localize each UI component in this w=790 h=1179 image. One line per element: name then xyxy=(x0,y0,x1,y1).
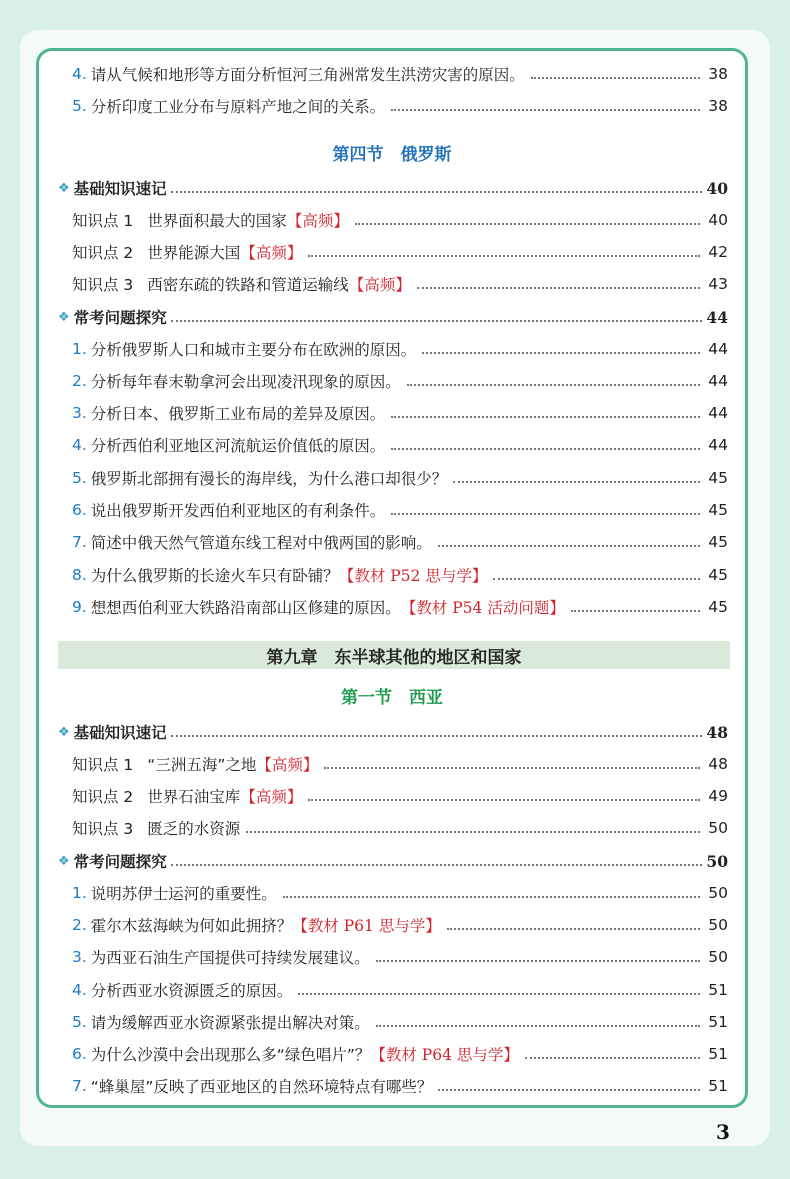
toc-entry[interactable] xyxy=(72,563,728,587)
entry-text: 西密东疏的铁路和管道运输线 xyxy=(147,276,349,294)
entry-text: 分析每年春末勒拿河会出现凌汛现象的原因。 xyxy=(90,373,401,391)
entry-number: 7. xyxy=(72,533,87,551)
knowledge-number: 知识点 1 xyxy=(72,756,134,774)
toc-entry[interactable] xyxy=(72,208,728,232)
entry-text: 俄罗斯北部拥有漫长的海岸线，为什么港口却很少？ xyxy=(90,470,448,488)
dot-leader xyxy=(422,352,700,354)
entry-text: 说出俄罗斯开发西伯利亚地区的有利条件。 xyxy=(90,502,386,520)
chapter-title: 第九章 东半球其他的地区和国家 xyxy=(266,647,522,668)
dot-leader xyxy=(438,1089,700,1091)
entry-page: 38 xyxy=(708,65,728,83)
entry-text: 为什么沙漠中会出现那么多“绿色唱片”？ xyxy=(90,1046,371,1064)
entry-text: 世界面积最大的国家 xyxy=(147,212,287,230)
entry-text: 说明苏伊士运河的重要性。 xyxy=(90,885,277,903)
dot-leader xyxy=(355,223,700,225)
entry-text: “蜂巢屋”反映了西亚地区的自然环境特点有哪些？ xyxy=(90,1078,433,1096)
entry-number: 2. xyxy=(72,916,87,934)
dot-leader xyxy=(391,513,700,515)
toc-heading-basic[interactable] xyxy=(58,176,728,200)
entry-text: 为西亚石油生产国提供可持续发展建议。 xyxy=(90,949,370,967)
entry-page: 45 xyxy=(708,566,728,584)
toc-entry[interactable] xyxy=(72,913,728,937)
dot-leader xyxy=(171,735,703,737)
entry-tag: 【教材 P61 思与学】 xyxy=(292,917,441,935)
entry-page: 50 xyxy=(708,948,728,966)
toc-entry[interactable] xyxy=(72,595,728,619)
entry-page: 51 xyxy=(708,981,728,999)
dot-leader xyxy=(376,960,700,962)
entry-page: 45 xyxy=(708,469,728,487)
entry-number: 8. xyxy=(72,566,87,584)
diamond-icon: ❖ xyxy=(58,853,70,869)
dot-leader xyxy=(447,928,700,930)
entry-page: 50 xyxy=(708,884,728,902)
toc-entry[interactable] xyxy=(72,1074,728,1098)
dot-leader xyxy=(171,864,703,866)
entry-number: 4. xyxy=(72,981,87,999)
entry-page: 49 xyxy=(708,787,728,805)
entry-number: 5. xyxy=(72,1013,87,1031)
entry-text: 分析日本、俄罗斯工业布局的差异及原因。 xyxy=(90,405,386,423)
dot-leader xyxy=(391,109,700,111)
knowledge-number: 知识点 2 xyxy=(72,244,134,262)
heading-label: 常考问题探究 xyxy=(73,853,167,871)
entry-page: 43 xyxy=(708,275,728,293)
toc-entry[interactable] xyxy=(72,784,728,808)
entry-tag: 【高频】 xyxy=(348,276,411,294)
entry-page: 44 xyxy=(708,340,728,358)
entry-page: 51 xyxy=(708,1077,728,1095)
entry-page: 51 xyxy=(708,1013,728,1031)
entry-text: 分析西亚水资源匮乏的原因。 xyxy=(90,982,293,1000)
entry-tag: 【教材 P54 活动问题】 xyxy=(400,599,565,617)
entry-number: 1. xyxy=(72,340,87,358)
entry-page: 38 xyxy=(708,97,728,115)
heading-page: 48 xyxy=(706,722,728,742)
entry-page: 44 xyxy=(708,436,728,454)
entry-page: 50 xyxy=(708,819,728,837)
entry-number: 6. xyxy=(72,501,87,519)
toc-entry[interactable] xyxy=(72,1042,728,1066)
entry-page: 50 xyxy=(708,916,728,934)
toc-entry[interactable] xyxy=(72,369,728,393)
entry-number: 4. xyxy=(72,436,87,454)
diamond-icon: ❖ xyxy=(58,180,70,196)
entry-text: 简述中俄天然气管道东线工程对中俄两国的影响。 xyxy=(90,534,432,552)
dot-leader xyxy=(298,993,700,995)
entry-number: 1. xyxy=(72,884,87,902)
toc-entry[interactable] xyxy=(72,62,728,86)
toc-entry[interactable] xyxy=(72,881,728,905)
chapter-title-bar[interactable] xyxy=(58,641,730,669)
dot-leader xyxy=(324,767,700,769)
dot-leader xyxy=(283,896,700,898)
entry-page: 48 xyxy=(708,755,728,773)
entry-page: 42 xyxy=(708,243,728,261)
entry-page: 40 xyxy=(708,211,728,229)
toc-entry[interactable] xyxy=(72,466,728,490)
entry-tag: 【高频】 xyxy=(240,244,303,262)
heading-label: 基础知识速记 xyxy=(73,724,167,742)
section-title: 第一节 西亚 xyxy=(341,688,443,708)
entry-text: 为什么俄罗斯的长途火车只有卧铺？ xyxy=(90,567,339,585)
dot-leader xyxy=(417,287,700,289)
dot-leader xyxy=(308,255,700,257)
section-title: 第四节 俄罗斯 xyxy=(332,145,452,165)
entry-text: 霍尔木兹海峡为何如此拥挤？ xyxy=(90,917,293,935)
entry-tag: 【高频】 xyxy=(240,788,303,806)
toc-heading-basic[interactable] xyxy=(58,720,728,744)
toc-entry[interactable] xyxy=(72,240,728,264)
entry-tag: 【高频】 xyxy=(286,212,349,230)
entry-page: 44 xyxy=(708,372,728,390)
entry-tag: 【教材 P52 思与学】 xyxy=(338,567,488,585)
toc-entry[interactable] xyxy=(72,433,728,457)
dot-leader xyxy=(246,831,700,833)
dot-leader xyxy=(171,320,703,322)
knowledge-number: 知识点 2 xyxy=(72,788,134,806)
toc-heading-faq[interactable] xyxy=(58,849,728,873)
entry-number: 6. xyxy=(72,1045,87,1063)
toc-entry[interactable] xyxy=(72,94,728,118)
heading-page: 50 xyxy=(706,851,728,871)
dot-leader xyxy=(525,1057,700,1059)
entry-text: “三洲五海”之地 xyxy=(147,756,257,774)
entry-tag: 【高频】 xyxy=(256,756,319,774)
dot-leader xyxy=(391,448,700,450)
entry-text: 匮乏的水资源 xyxy=(147,820,241,838)
toc-entry[interactable] xyxy=(72,978,728,1002)
entry-text: 请从气候和地形等方面分析恒河三角洲常发生洪涝灾害的原因。 xyxy=(90,66,525,84)
toc-entry[interactable] xyxy=(72,337,728,361)
heading-page: 40 xyxy=(706,178,728,198)
toc-entry[interactable] xyxy=(72,945,728,969)
heading-label: 基础知识速记 xyxy=(73,180,167,198)
dot-leader xyxy=(308,799,700,801)
entry-number: 7. xyxy=(72,1077,87,1095)
entry-page: 45 xyxy=(708,501,728,519)
entry-number: 9. xyxy=(72,598,87,616)
toc-entry[interactable] xyxy=(72,816,728,840)
entry-number: 2. xyxy=(72,372,87,390)
dot-leader xyxy=(171,191,703,193)
entry-text: 分析俄罗斯人口和城市主要分布在欧洲的原因。 xyxy=(90,341,417,359)
entry-text: 分析西伯利亚地区河流航运价值低的原因。 xyxy=(90,437,386,455)
entry-page: 45 xyxy=(708,598,728,616)
dot-leader xyxy=(438,545,700,547)
dot-leader xyxy=(391,416,700,418)
toc-entry[interactable] xyxy=(72,272,728,296)
entry-number: 3. xyxy=(72,404,87,422)
dot-leader xyxy=(407,384,700,386)
toc-entry[interactable] xyxy=(72,498,728,522)
page-number: 3 xyxy=(716,1120,730,1144)
heading-label: 常考问题探究 xyxy=(73,309,167,327)
entry-text: 请为缓解西亚水资源紧张提出解决对策。 xyxy=(90,1014,370,1032)
entry-number: 3. xyxy=(72,948,87,966)
entry-number: 4. xyxy=(72,65,87,83)
dot-leader xyxy=(531,77,700,79)
diamond-icon: ❖ xyxy=(58,309,70,325)
entry-page: 51 xyxy=(708,1045,728,1063)
entry-text: 世界石油宝库 xyxy=(147,788,241,806)
entry-text: 分析印度工业分布与原料产地之间的关系。 xyxy=(90,98,386,116)
entry-number: 5. xyxy=(72,469,87,487)
dot-leader xyxy=(453,481,700,483)
toc-entry[interactable] xyxy=(72,752,728,776)
toc-heading-faq[interactable] xyxy=(58,305,728,329)
toc-entry[interactable] xyxy=(72,1010,728,1034)
entry-page: 44 xyxy=(708,404,728,422)
heading-page: 44 xyxy=(706,307,728,327)
dot-leader xyxy=(376,1025,700,1027)
dot-leader xyxy=(493,578,700,580)
knowledge-number: 知识点 1 xyxy=(72,212,134,230)
toc-entry[interactable] xyxy=(72,530,728,554)
entry-number: 5. xyxy=(72,97,87,115)
diamond-icon: ❖ xyxy=(58,724,70,740)
entry-page: 45 xyxy=(708,533,728,551)
knowledge-number: 知识点 3 xyxy=(72,276,134,294)
dot-leader xyxy=(571,610,700,612)
knowledge-number: 知识点 3 xyxy=(72,820,134,838)
entry-text: 世界能源大国 xyxy=(147,244,241,262)
entry-tag: 【教材 P64 思与学】 xyxy=(370,1046,519,1064)
entry-text: 想想西伯利亚大铁路沿南部山区修建的原因。 xyxy=(90,599,401,617)
toc-entry[interactable] xyxy=(72,401,728,425)
